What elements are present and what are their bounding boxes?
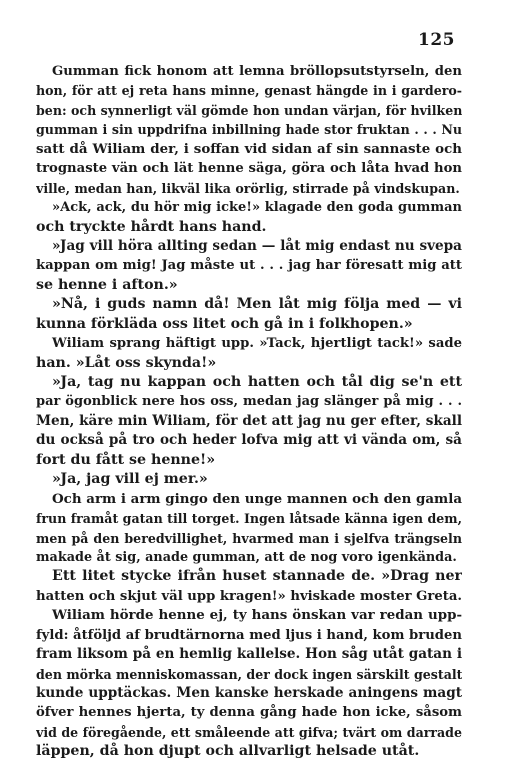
text-line: och tryckte hårdt hans hand. (36, 218, 267, 235)
text-line: Ett litet stycke ifrån huset stannade de. »Drag ner (52, 568, 462, 585)
text-line: fram liksom på en hemlig kallelse. Hon såg utåt gatan i (36, 646, 462, 663)
text-line: »Ja, tag nu kappan och hatten och tål dig se'n ett (52, 374, 462, 390)
text-line: gumman i sin uppdrifna inbillning hade stor fruktan . . . Nu (36, 122, 462, 138)
page-number: 125 (418, 30, 455, 50)
text-line: »Ja, jag vill ej mer.» (52, 471, 208, 488)
text-line: hon, för att ej reta hans minne, genast hängde in i gardero- (36, 83, 462, 99)
text-line: den mörka menniskomassan, der dock ingen särskilt gestalt (36, 666, 462, 682)
text-line: Men, käre min Wiliam, för det att jag nu ger efter, skall (36, 412, 462, 429)
text-line: se henne i afton.» (36, 276, 178, 293)
text-line: Gumman fick honom att lemna bröllopsutstyrseln, den (52, 64, 462, 79)
text-line: »Jag vill höra allting sedan — låt mig endast nu svepa (52, 237, 462, 254)
text-line: satt då Wiliam der, i soffan vid sidan af sin sannaste och (36, 140, 462, 157)
text-line: kappan om mig! Jag måste ut . . . jag har föresatt mig att (36, 258, 462, 274)
text-line: du också på tro och heder lofva mig att vi vända om, så (36, 432, 462, 449)
text-line: men på den beredvillighet, hvarmed man i sjelfva trängseln (36, 530, 462, 546)
text-line: makade åt sig, anade gumman, att de nog voro igenkända. (36, 549, 457, 565)
text-line: par ögonblick nere hos oss, medan jag slänger på mig . . . (36, 394, 462, 410)
text-line: Wiliam sprang häftigt upp. »Tack, hjertligt tack!» sade (52, 336, 462, 352)
text-line: fort du fått se henne!» (36, 451, 216, 468)
text-line: Wiliam hörde henne ej, ty hans önskan var redan upp- (52, 607, 462, 624)
text-line: ville, medan han, likväl lika orörlig, stirrade på vindskupan. (36, 180, 460, 196)
text-line: öfver hennes hjerta, ty denna gång hade hon icke, såsom (36, 705, 462, 721)
text-line: vid de föregående, ett småleende att gifva; tvärt om darrade (36, 724, 462, 740)
text-line: trognaste vän och lät henne säga, göra och låta hvad hon (36, 161, 462, 177)
text-line: hatten och skjut väl upp kragen!» hviskade moster Greta. (36, 588, 462, 604)
text-line: han. »Låt oss skynda!» (36, 354, 217, 371)
text-line: Och arm i arm gingo den unge mannen och den gamla (52, 490, 462, 507)
text-line: »Ack, ack, du hör mig icke!» klagade den goda gumman (52, 200, 462, 216)
text-line: fyld: åtföljd af brudtärnorna med ljus i hand, kom bruden (36, 627, 462, 643)
body-text (36, 62, 462, 762)
text-line: ben: och synnerligt väl gömde hon undan värjan, för hvilken (36, 102, 462, 118)
text-line: kunna förkläda oss litet och gå in i folkhopen.» (36, 315, 413, 332)
text-line: frun framåt gatan till torget. Ingen låtsade känna igen dem, (36, 511, 462, 527)
text-line: läppen, då hon djupt och allvarligt helsade utåt. (36, 743, 420, 760)
text-line: »Nå, i guds namn då! Men låt mig följa med — vi (52, 296, 462, 313)
text-line: kunde upptäckas. Men kanske herskade aningens magt (36, 685, 462, 701)
